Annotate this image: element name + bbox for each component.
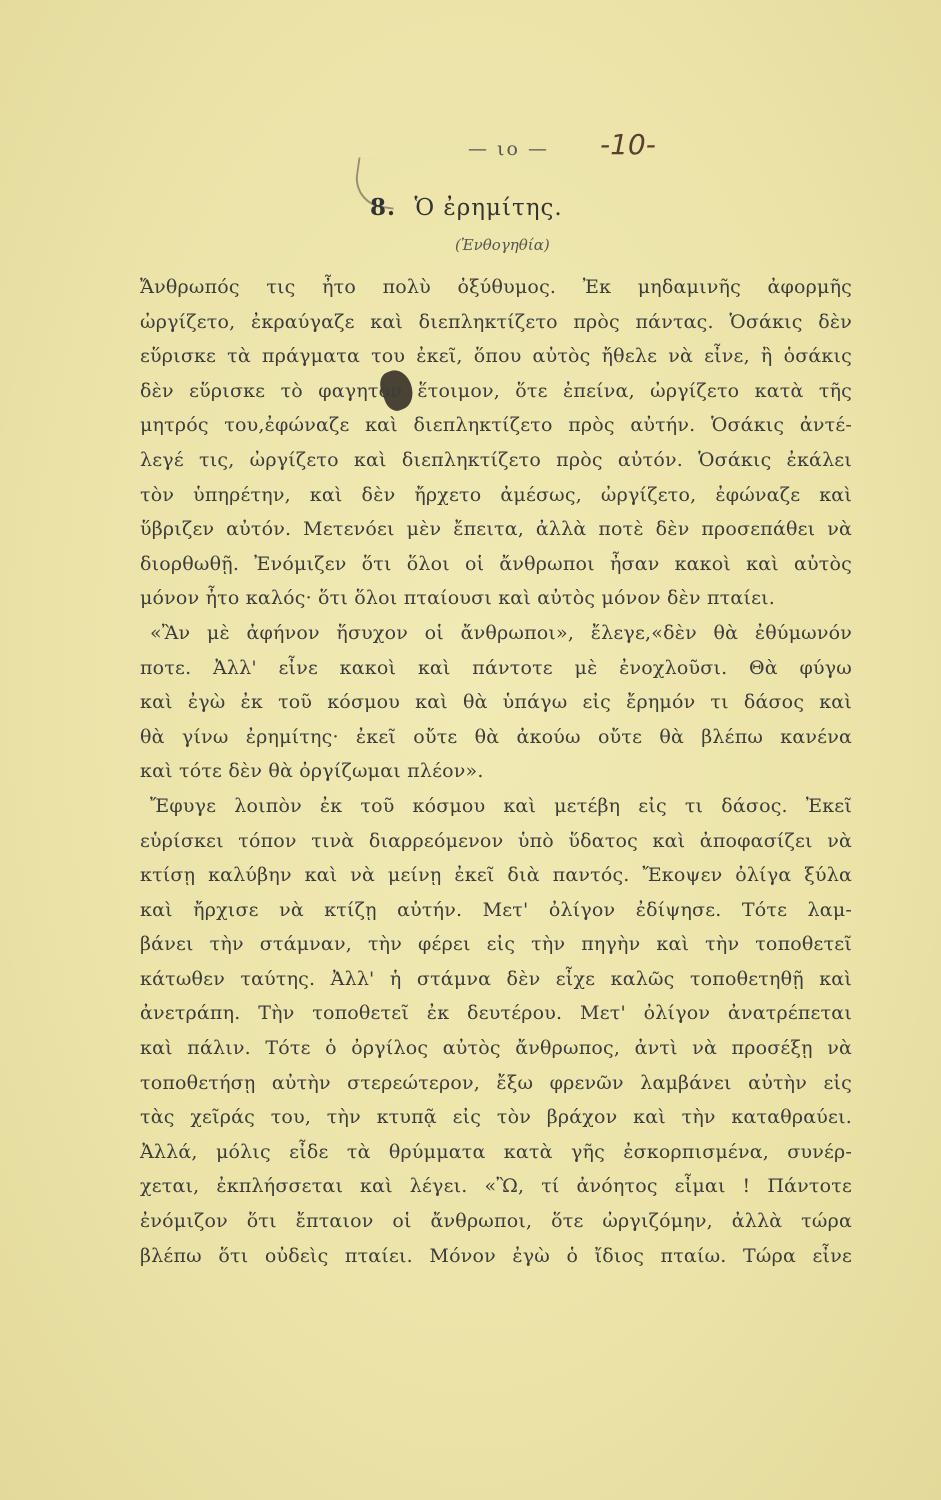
text-line: δὲν εὕρισκε τὸ φαγητὸν ἕτοιμον, ὅτε ἐπείνα, ὠργίζετο κατὰ τῆς (140, 379, 852, 402)
text-line: «Ἂν μὲ ἀφήνον ἥσυχον οἱ ἄνθρωποι», ἔλεγε,«δὲν θὰ ἐθύμωνόν (150, 621, 852, 644)
text-line: τὰς χεῖράς του, τὴν κτυπᾷ εἰς τὸν βράχον καὶ τὴν καταθραύει. (140, 1106, 852, 1129)
text-line: μητρός του,ἐφώναζε καὶ διεπληκτίζετο πρὸς αὐτήν. Ὁσάκις ἀντέ- (140, 414, 852, 437)
text-line: Ἄνθρωπός τις ἦτο πολὺ ὀξύθυμος. Ἐκ μηδαμινῆς ἀφορμῆς (140, 276, 852, 298)
story-subtitle: (Ἐνθογηθία) (455, 236, 550, 254)
text-line: βάνει τὴν στάμναν, τὴν φέρει εἰς τὴν πηγὴν καὶ τὴν τοποθετεῖ (140, 933, 852, 956)
page-header (0, 128, 941, 168)
handwritten-page-number: -10- (600, 128, 656, 161)
story-number: 8. (370, 194, 397, 221)
text-line: ὠργίζετο, ἐκραύγαζε καὶ διεπληκτίζετο πρὸς πάντας. Ὁσάκις δὲν (140, 310, 852, 333)
text-line: θὰ γίνω ἐρημίτης· ἐκεῖ οὔτε θὰ ἀκούω οὔτε θὰ βλέπω κανένα (140, 725, 852, 748)
text-line: κάτωθεν ταύτης. Ἀλλ' ἡ στάμνα δὲν εἶχε καλῶς τοποθετηθῇ καὶ (140, 967, 852, 990)
body-text (140, 270, 852, 1273)
text-line: μόνον ἦτο καλός· ὅτι ὅλοι πταίουσι καὶ αὐτὸς μόνον δὲν πταίει. (140, 587, 776, 610)
text-line: εὕρισκε τὰ πράγματα του ἐκεῖ, ὅπου αὐτὸς ἤθελε νὰ εἶνε, ἢ ὁσάκις (140, 345, 852, 368)
text-line: καὶ τότε δὲν θὰ ὀργίζωμαι πλέον». (140, 760, 484, 783)
text-line: καὶ ἐγὼ ἐκ τοῦ κόσμου καὶ θὰ ὑπάγω εἰς ἔρημόν τι δάσος καὶ (140, 691, 852, 714)
text-line: Ἀλλά, μόλις εἶδε τὰ θρύμματα κατὰ γῆς ἐσκορπισμένα, συνέρ- (140, 1140, 852, 1163)
text-line: βλέπω ὅτι οὐδεὶς πταίει. Μόνον ἐγὼ ὁ ἴδιος πταίω. Τώρα εἶνε (140, 1244, 852, 1267)
text-line: τοποθετήσῃ αὐτὴν στερεώτερον, ἔξω φρενῶν λαμβάνει αὐτὴν εἰς (140, 1071, 852, 1094)
text-line: λεγέ τις, ὠργίζετο καὶ διεπληκτίζετο πρὸς αὐτόν. Ὁσάκις ἐκάλει (140, 448, 852, 471)
text-line: τὸν ὑπηρέτην, καὶ δὲν ἤρχετο ἀμέσως, ὠργίζετο, ἐφώναζε καὶ (140, 483, 852, 506)
text-line: χεται, ἐκπλήσσεται καὶ λέγει. «Ὢ, τί ἀνόητος εἶμαι ! Πάντοτε (140, 1175, 852, 1198)
text-line: εὑρίσκει τόπον τινὰ διαρρεόμενον ὑπὸ ὕδατος καὶ ἀποφασίζει νὰ (140, 829, 852, 852)
page-number: — ιο — (468, 138, 549, 160)
story-title (370, 194, 563, 221)
text-line: ποτε. Ἀλλ' εἶνε κακοὶ καὶ πάντοτε μὲ ἐνοχλοῦσι. Θὰ φύγω (140, 656, 852, 679)
text-line: καὶ πάλιν. Τότε ὁ ὀργίλος αὐτὸς ἄνθρωπος, ἀντὶ νὰ προσέξῃ νὰ (140, 1037, 852, 1060)
text-line: ὕβριζεν αὐτόν. Μετενόει μὲν ἔπειτα, ἀλλὰ ποτὲ δὲν προσεπάθει νὰ (140, 518, 852, 541)
text-line: καὶ ἤρχισε νὰ κτίζῃ αὐτήν. Μετ' ὀλίγον ἐδίψησε. Τότε λαμ- (140, 898, 852, 921)
text-line: ἀνετράπη. Τὴν τοποθετεῖ ἐκ δευτέρου. Μετ' ὀλίγον ἀνατρέπεται (140, 1002, 852, 1025)
story-title-text: Ὁ ἐρημίτης. (414, 195, 563, 221)
text-line: Ἔφυγε λοιπὸν ἐκ τοῦ κόσμου καὶ μετέβη εἰς τι δάσος. Ἐκεῖ (150, 794, 852, 817)
text-line: ἐνόμιζον ὅτι ἔπταιον οἱ ἄνθρωποι, ὅτε ὠργιζόμην, ἀλλὰ τώρα (140, 1210, 852, 1233)
text-line: διορθωθῇ. Ἐνόμιζεν ὅτι ὅλοι οἱ ἄνθρωποι ἦσαν κακοὶ καὶ αὐτὸς (140, 552, 852, 575)
text-line: κτίσῃ καλύβην καὶ νὰ μείνῃ ἐκεῖ διὰ παντός. Ἔκοψεν ὀλίγα ξύλα (140, 864, 852, 887)
